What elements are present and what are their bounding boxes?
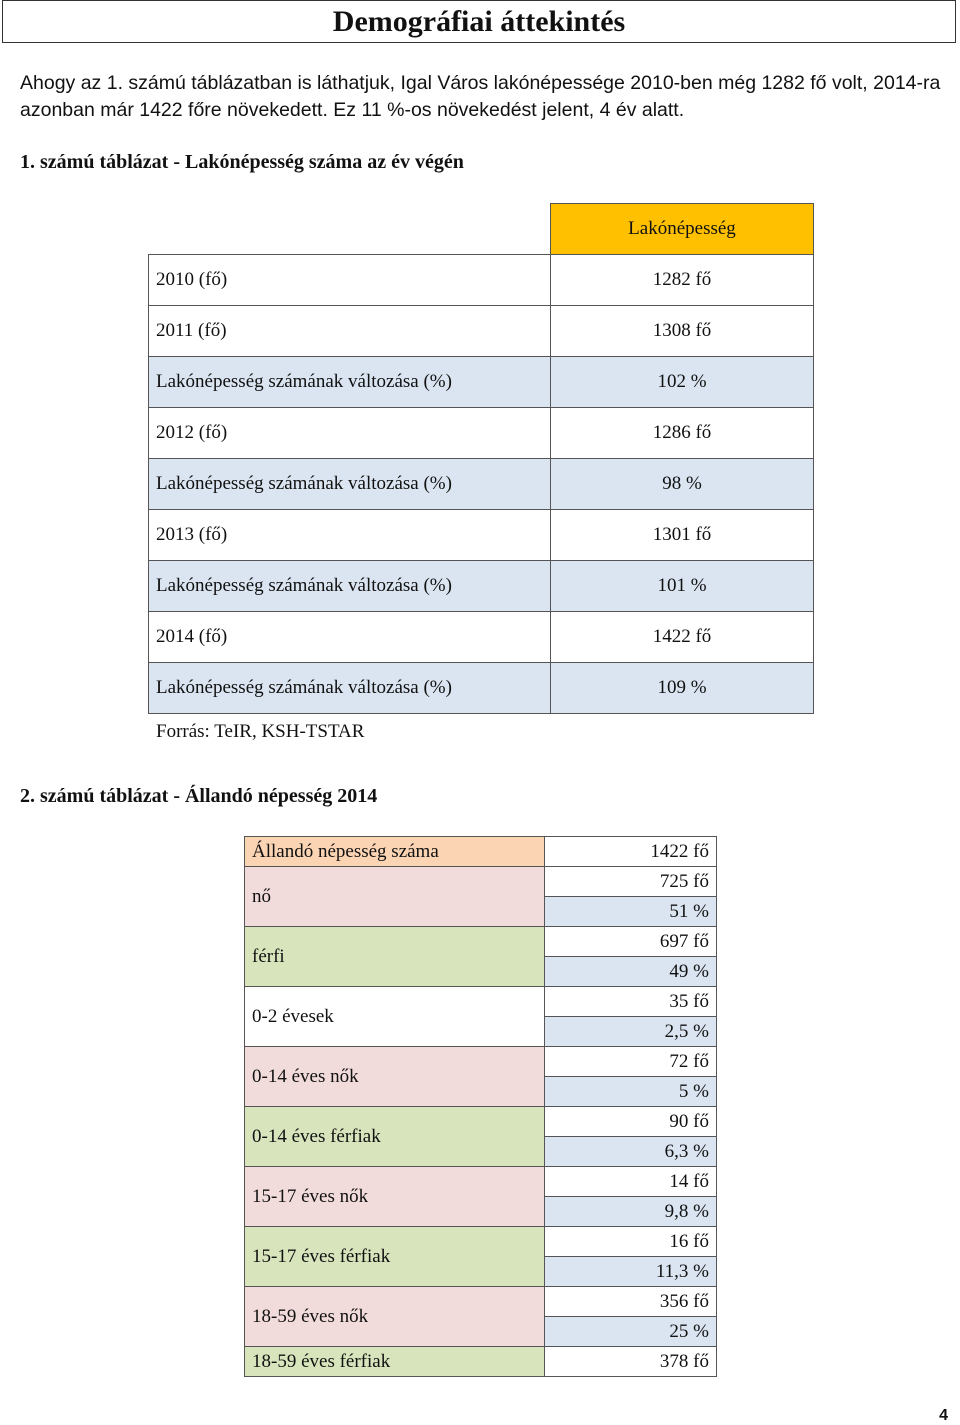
permanent-population-table [244,836,717,1377]
row-label: Lakónépesség számának változása (%) [149,357,551,408]
table-row [149,612,814,663]
header-empty-cell [149,204,551,255]
table-row [245,987,717,1017]
row-value: 102 % [551,357,814,408]
row-value: 1308 fő [551,306,814,357]
row-value: 109 % [551,663,814,714]
table-row [245,867,717,897]
table-row [149,459,814,510]
group-count: 725 fő [545,867,717,897]
row-value: 98 % [551,459,814,510]
heading-box [2,0,956,43]
intro-paragraph: Ahogy az 1. számú táblázatban is láthatjuk, Igal Város lakónépessége 2010-ben még 1282 fő volt, 2014-ra azonban már 1422 főre növekedett. Ez 11 %-os növekedést jelent, 4 év alatt. [20,72,941,121]
total-value: 1422 fő [545,837,717,867]
group-percent: 25 % [545,1317,717,1347]
table2-caption: 2. számú táblázat - Állandó népesség 2014 [20,785,378,807]
group-label: 15-17 éves nők [245,1167,545,1227]
row-value: 101 % [551,561,814,612]
row-label: 2011 (fő) [149,306,551,357]
table-header-row [149,204,814,255]
source-note: Forrás: TeIR, KSH-TSTAR [156,721,365,742]
table-row [245,1227,717,1257]
table-row [149,408,814,459]
table-row [245,1347,717,1377]
population-table [148,203,814,714]
table-row [149,357,814,408]
group-label: 18-59 éves nők [245,1287,545,1347]
group-percent: 51 % [545,897,717,927]
group-percent: 2,5 % [545,1017,717,1047]
group-count: 14 fő [545,1167,717,1197]
group-count: 35 fő [545,987,717,1017]
total-label: Állandó népesség száma [245,837,545,867]
table-row [245,1047,717,1077]
group-percent: 9,8 % [545,1197,717,1227]
row-value: 1282 fő [551,255,814,306]
group-count: 697 fő [545,927,717,957]
group-percent: 49 % [545,957,717,987]
group-label: 15-17 éves férfiak [245,1227,545,1287]
group-count: 356 fő [545,1287,717,1317]
table-row-total [245,837,717,867]
table-row [149,510,814,561]
row-label: Lakónépesség számának változása (%) [149,459,551,510]
group-count: 16 fő [545,1227,717,1257]
row-label: Lakónépesség számának változása (%) [149,561,551,612]
group-percent: 6,3 % [545,1137,717,1167]
row-label: Lakónépesség számának változása (%) [149,663,551,714]
table1-caption: 1. számú táblázat - Lakónépesség száma az év végén [20,151,464,173]
table-row [149,306,814,357]
table-row [149,663,814,714]
table-row [149,561,814,612]
table-row [245,1287,717,1317]
group-count: 72 fő [545,1047,717,1077]
group-label: nő [245,867,545,927]
row-label: 2012 (fő) [149,408,551,459]
last-value: 378 fő [545,1347,717,1377]
row-label: 2014 (fő) [149,612,551,663]
page-number: 4 [939,1407,948,1424]
group-count: 90 fő [545,1107,717,1137]
table-row [245,1107,717,1137]
row-value: 1286 fő [551,408,814,459]
table-row [245,927,717,957]
row-label: 2010 (fő) [149,255,551,306]
table-row [149,255,814,306]
group-percent: 5 % [545,1077,717,1107]
group-label: férfi [245,927,545,987]
group-percent: 11,3 % [545,1257,717,1287]
page-title: Demográfiai áttekintés [332,4,626,38]
row-value: 1301 fő [551,510,814,561]
last-label: 18-59 éves férfiak [245,1347,545,1377]
group-label: 0-14 éves férfiak [245,1107,545,1167]
header-cell: Lakónépesség [551,204,814,255]
table-row [245,1167,717,1197]
row-value: 1422 fő [551,612,814,663]
group-label: 0-2 évesek [245,987,545,1047]
row-label: 2013 (fő) [149,510,551,561]
group-label: 0-14 éves nők [245,1047,545,1107]
